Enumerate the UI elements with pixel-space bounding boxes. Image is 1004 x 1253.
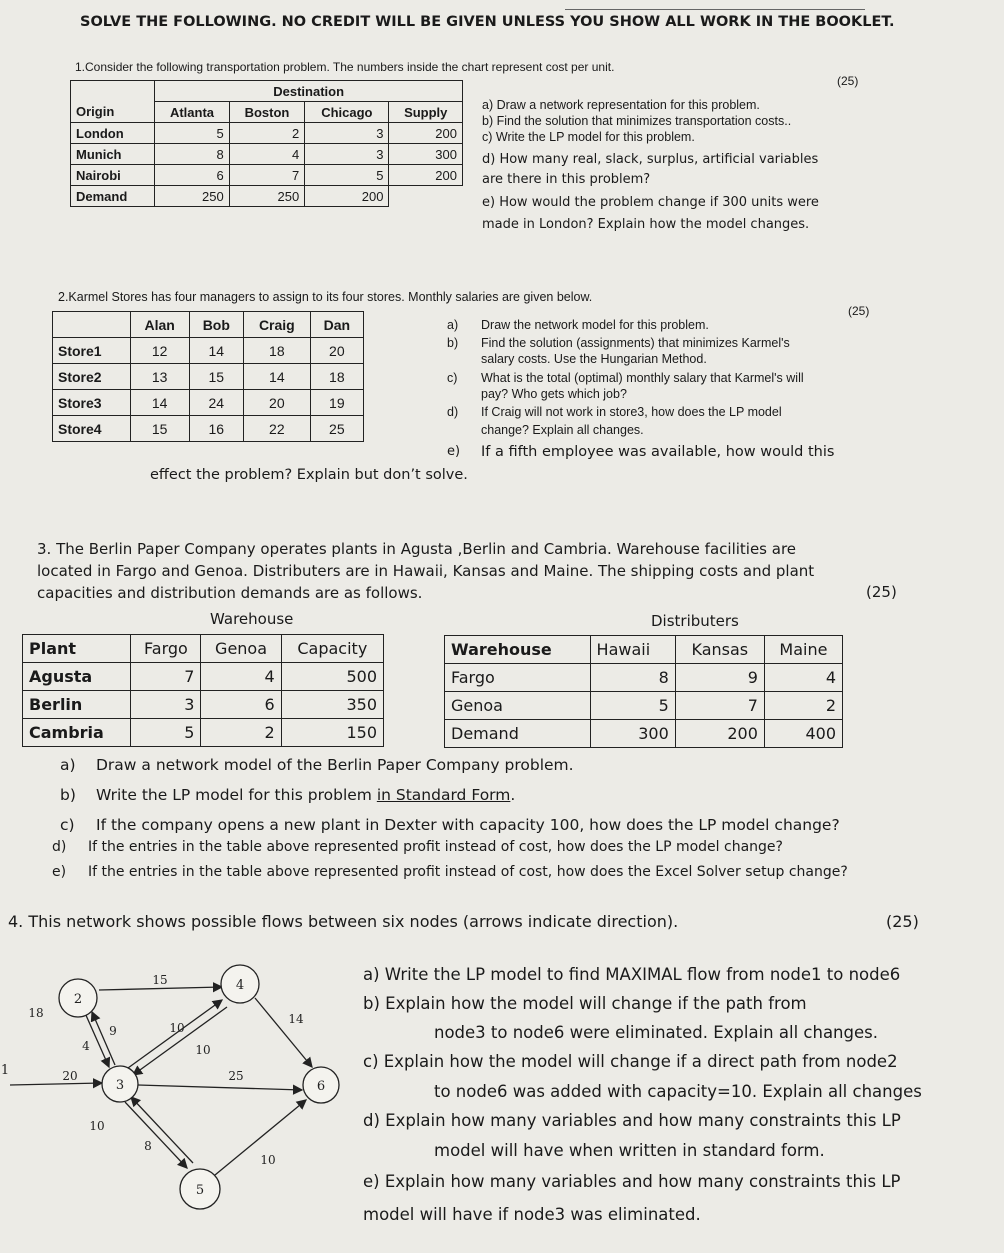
q1-row-label: Munich <box>71 144 155 165</box>
q3-header-capacity: Capacity <box>281 635 383 663</box>
q2-cell: 20 <box>310 338 363 364</box>
edge-4-3 <box>133 1007 227 1075</box>
q2-cell: 13 <box>130 364 189 390</box>
edge-label-2-4: 15 <box>152 973 168 987</box>
q1-cell: 200 <box>389 165 463 186</box>
q2-question-d: If Craig will not work in store3, how does the LP model <box>481 405 782 419</box>
q1-row-label: London <box>71 123 155 144</box>
q1-cell: 3 <box>305 144 389 165</box>
q3-question-b-text: Write the LP model for this problem <box>96 786 377 804</box>
q3-header-fargo: Fargo <box>131 635 201 663</box>
edge-label-4-6: 14 <box>288 1012 304 1026</box>
q3-header-genoa: Genoa <box>201 635 281 663</box>
q3-label-e: e) <box>52 864 67 880</box>
q3-cell: 500 <box>281 663 383 691</box>
q2-label-e: e) <box>447 444 461 459</box>
q3-row-label: Agusta <box>23 663 131 691</box>
q3-header-hawaii: Hawaii <box>590 636 675 664</box>
edge-label-2-3: 9 <box>109 1024 117 1038</box>
q2-cell: 15 <box>189 364 243 390</box>
q3-row-label: Demand <box>445 720 591 748</box>
q3-question-a: Draw a network model of the Berlin Paper Company problem. <box>96 756 574 774</box>
q3-intro-line-1: 3. The Berlin Paper Company operates plants in Agusta ,Berlin and Cambria. Warehouse facilities are <box>37 540 797 558</box>
table-row <box>53 416 364 442</box>
q2-cell: 15 <box>130 416 189 442</box>
q1-question-d-cont: are there in this problem? <box>482 172 651 187</box>
q1-row-label: Nairobi <box>71 165 155 186</box>
q2-cell: 12 <box>130 338 189 364</box>
q2-question-d-cont: change? Explain all changes. <box>481 423 644 437</box>
q2-label-b: b) <box>447 336 459 350</box>
q3-label-c: c) <box>60 816 75 834</box>
q1-header-atlanta: Atlanta <box>155 102 229 123</box>
edge-3-2 <box>92 1012 115 1065</box>
q1-cell: 5 <box>305 165 389 186</box>
q1-cell: 6 <box>155 165 229 186</box>
q4-question-e: e) Explain how many variables and how many constraints this LP <box>363 1172 901 1191</box>
q3-cell: 9 <box>675 664 764 692</box>
q3-cell: 7 <box>675 692 764 720</box>
q3-right-caption: Distributers <box>651 612 739 630</box>
q4-network-diagram <box>0 950 350 1240</box>
edge-3-5 <box>125 1102 187 1168</box>
q1-header-origin: Origin <box>71 102 155 123</box>
q1-row-label: Demand <box>71 186 155 207</box>
q2-question-c: What is the total (optimal) monthly salary that Karmel's will <box>481 371 804 385</box>
table-row <box>23 691 384 719</box>
node-6-label: 6 <box>316 1079 326 1094</box>
q3-question-b <box>96 786 515 804</box>
edge-label-3-4: 10 <box>195 1043 211 1057</box>
q3-points: (25) <box>866 583 897 601</box>
q3-intro-line-3: capacities and distribution demands are as follows. <box>37 584 423 602</box>
q2-cell: 19 <box>310 390 363 416</box>
exam-instruction: SOLVE THE FOLLOWING. NO CREDIT WILL BE GIVEN UNLESS YOU SHOW ALL WORK IN THE BOOKLET. <box>80 14 895 30</box>
q4-question-d: d) Explain how many variables and how many constraints this LP <box>363 1111 901 1130</box>
q2-cell: 22 <box>244 416 311 442</box>
q2-question-e: If a fifth employee was available, how would this <box>481 444 835 460</box>
q2-question-e-cont: effect the problem? Explain but don’t solve. <box>150 467 468 483</box>
q1-question-d: d) How many real, slack, surplus, artificial variables <box>482 152 819 167</box>
table-row <box>23 719 384 747</box>
node-5-label: 5 <box>195 1183 205 1198</box>
edge-label-4-3: 10 <box>169 1021 185 1035</box>
table-row <box>71 165 463 186</box>
edge-label-3-6: 25 <box>228 1069 244 1083</box>
table-row <box>71 123 463 144</box>
q3-header-plant: Plant <box>23 635 131 663</box>
q3-row-label: Genoa <box>445 692 591 720</box>
edge-label-5-6: 10 <box>260 1153 276 1167</box>
q1-points: (25) <box>837 74 859 88</box>
q1-cell: 200 <box>305 186 389 207</box>
q1-header-chicago: Chicago <box>305 102 389 123</box>
q3-label-a: a) <box>60 756 76 774</box>
q3-cell: 5 <box>131 719 201 747</box>
q3-question-b-end: . <box>510 786 516 804</box>
q3-cell: 150 <box>281 719 383 747</box>
q2-cell: 18 <box>310 364 363 390</box>
q3-warehouse-table <box>444 635 843 748</box>
q2-row-label: Store3 <box>53 390 131 416</box>
q1-question-a: a) Draw a network representation for this problem. <box>482 98 760 112</box>
node-2-label: 2 <box>73 992 83 1007</box>
q3-row-label: Cambria <box>23 719 131 747</box>
q2-header-craig: Craig <box>244 312 311 338</box>
q1-question-e: e) How would the problem change if 300 units were <box>482 195 819 210</box>
q3-cell: 300 <box>590 720 675 748</box>
q1-cell: 200 <box>389 123 463 144</box>
edge-label-1-2: 18 <box>28 1006 44 1020</box>
q3-cell: 5 <box>590 692 675 720</box>
q4-question-c-cont: to node6 was added with capacity=10. Explain all changes <box>434 1082 922 1101</box>
q3-question-b-underline: in Standard Form <box>376 786 511 804</box>
q3-cell: 400 <box>764 720 842 748</box>
q2-salary-table <box>52 311 364 442</box>
edge-label-1-3: 20 <box>62 1069 78 1083</box>
q2-label-a: a) <box>447 318 459 332</box>
edge-4-6 <box>255 998 312 1067</box>
q2-question-b-cont: salary costs. Use the Hungarian Method. <box>481 352 707 366</box>
q3-question-c: If the company opens a new plant in Dexter with capacity 100, how does the LP model change? <box>96 816 840 834</box>
q1-table-corner <box>71 81 155 102</box>
edge-3-6 <box>138 1085 302 1090</box>
q2-label-d: d) <box>447 405 459 419</box>
q2-question-c-cont: pay? Who gets which job? <box>481 387 627 401</box>
q2-row-label: Store4 <box>53 416 131 442</box>
q2-row-label: Store1 <box>53 338 131 364</box>
q2-row-label: Store2 <box>53 364 131 390</box>
q2-cell: 18 <box>244 338 311 364</box>
q3-cell: 2 <box>201 719 281 747</box>
q2-header-dan: Dan <box>310 312 363 338</box>
q2-cell: 24 <box>189 390 243 416</box>
q4-question-a: a) Write the LP model to find MAXIMAL flow from node1 to node6 <box>363 965 901 984</box>
q1-cell: 8 <box>155 144 229 165</box>
q4-points: (25) <box>886 912 919 931</box>
edge-label-3-2: 4 <box>82 1039 90 1053</box>
q1-cost-table <box>70 80 463 207</box>
q1-cell: 5 <box>155 123 229 144</box>
q1-intro: 1.Consider the following transportation problem. The numbers inside the chart represent cost per unit. <box>75 60 615 74</box>
table-row <box>445 692 843 720</box>
q1-cell: 250 <box>155 186 229 207</box>
edge-5-3 <box>131 1097 193 1163</box>
q2-header-bob: Bob <box>189 312 243 338</box>
q1-question-e-cont: made in London? Explain how the model changes. <box>482 217 810 232</box>
q4-question-d-cont: model will have when written in standard form. <box>434 1141 825 1160</box>
q1-cell: 2 <box>229 123 304 144</box>
q2-cell: 14 <box>189 338 243 364</box>
q2-question-a: Draw the network model for this problem. <box>481 318 709 332</box>
q2-cell: 25 <box>310 416 363 442</box>
edge-1-3 <box>10 1083 102 1085</box>
q3-intro <box>37 538 927 604</box>
q2-cell: 20 <box>244 390 311 416</box>
q2-cell: 14 <box>244 364 311 390</box>
q4-question-c: c) Explain how the model will change if a direct path from node2 <box>363 1052 898 1071</box>
q1-cell: 250 <box>229 186 304 207</box>
q3-cell: 4 <box>201 663 281 691</box>
q3-intro-line-2: located in Fargo and Genoa. Distributers are in Hawaii, Kansas and Maine. The shipping costs and plant <box>37 562 815 580</box>
q2-points: (25) <box>848 304 870 318</box>
q2-table-corner <box>53 312 131 338</box>
q3-row-label: Fargo <box>445 664 591 692</box>
q3-cell: 350 <box>281 691 383 719</box>
table-row <box>445 720 843 748</box>
q3-left-caption: Warehouse <box>210 610 294 628</box>
q1-cell: 3 <box>305 123 389 144</box>
edge-2-4 <box>99 987 222 990</box>
q3-plant-table <box>22 634 384 747</box>
q4-question-b: b) Explain how the model will change if the path from <box>363 994 807 1013</box>
q3-header-maine: Maine <box>764 636 842 664</box>
table-row <box>53 338 364 364</box>
node-3-label: 3 <box>115 1078 125 1093</box>
table-row <box>71 186 463 207</box>
q3-label-b: b) <box>60 786 76 804</box>
table-row <box>23 663 384 691</box>
q3-label-d: d) <box>52 839 67 855</box>
q3-question-e: If the entries in the table above represented profit instead of cost, how does the Excel Solver setup change? <box>88 864 848 880</box>
q3-cell: 200 <box>675 720 764 748</box>
q2-question-b: Find the solution (assignments) that minimizes Karmel's <box>481 336 790 350</box>
q3-header-warehouse: Warehouse <box>445 636 591 664</box>
top-rule <box>565 9 865 10</box>
node-4-label: 4 <box>235 978 245 993</box>
q2-header-alan: Alan <box>130 312 189 338</box>
q1-cell: 7 <box>229 165 304 186</box>
q2-label-c: c) <box>447 371 458 385</box>
edge-label-3-5: 10 <box>89 1119 105 1133</box>
node-1-label: 1 <box>0 1063 10 1078</box>
q4-question-b-cont: node3 to node6 were eliminated. Explain all changes. <box>434 1023 878 1042</box>
q1-question-c: c) Write the LP model for this problem. <box>482 130 695 144</box>
table-row <box>53 364 364 390</box>
q1-destination-header: Destination <box>155 81 463 102</box>
table-row <box>71 144 463 165</box>
q3-cell: 7 <box>131 663 201 691</box>
edge-label-5-3: 8 <box>144 1139 152 1153</box>
q3-cell: 6 <box>201 691 281 719</box>
q1-cell: 300 <box>389 144 463 165</box>
q1-cell: 4 <box>229 144 304 165</box>
q2-intro: 2.Karmel Stores has four managers to assign to its four stores. Monthly salaries are given below. <box>58 290 593 304</box>
q1-question-b: b) Find the solution that minimizes transportation costs.. <box>482 114 792 128</box>
q1-header-boston: Boston <box>229 102 304 123</box>
q1-cell <box>389 186 463 207</box>
q4-intro: 4. This network shows possible flows between six nodes (arrows indicate direction). <box>8 912 679 931</box>
q3-cell: 3 <box>131 691 201 719</box>
table-row <box>53 390 364 416</box>
q3-question-d: If the entries in the table above represented profit instead of cost, how does the LP model change? <box>88 839 783 855</box>
q2-cell: 16 <box>189 416 243 442</box>
q2-cell: 14 <box>130 390 189 416</box>
q3-row-label: Berlin <box>23 691 131 719</box>
q3-cell: 4 <box>764 664 842 692</box>
table-row <box>445 664 843 692</box>
q3-cell: 2 <box>764 692 842 720</box>
q1-header-supply: Supply <box>389 102 463 123</box>
q3-cell: 8 <box>590 664 675 692</box>
q4-question-e-cont: model will have if node3 was eliminated. <box>363 1205 701 1224</box>
q3-header-kansas: Kansas <box>675 636 764 664</box>
